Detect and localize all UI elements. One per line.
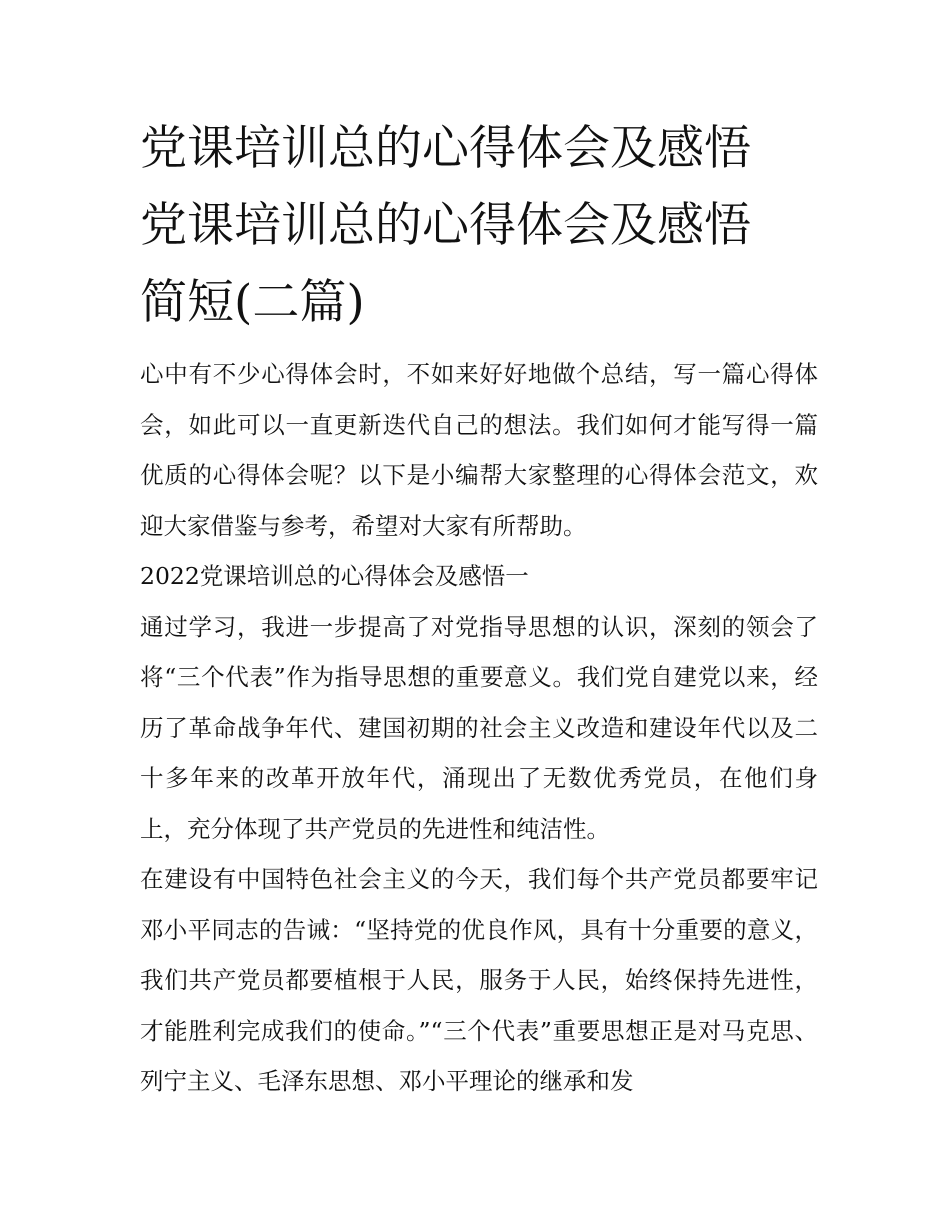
- document-body: [140, 349, 818, 1107]
- title-line-1: 党课培训总的心得体会及感悟: [140, 121, 751, 176]
- title-line-2: 党课培训总的心得体会及感悟: [140, 198, 751, 253]
- section-heading: 2022党课培训总的心得体会及感悟一: [140, 562, 529, 590]
- body-paragraph-2: 在建设有中国特色社会主义的今天，我们每个共产党员都要牢记邓小平同志的告诫：“坚持党的优良作风，具有十分重要的意义，我们共产党员都要植根于人民，服务于人民，始终保持先进性，才能胜利完成我们的使命。”“三个代表”重要思想正是对马克思、列宁主义、毛泽东思想、邓小平理论的继承和发: [140, 865, 818, 1095]
- title-line-3: 简短(二篇): [140, 275, 365, 330]
- intro-paragraph: 心中有不少心得体会时，不如来好好地做个总结，写一篇心得体会，如此可以一直更新迭代自己的想法。我们如何才能写得一篇优质的心得体会呢？以下是小编帮大家整理的心得体会范文，欢迎大家借鉴与参考，希望对大家有所帮助。: [140, 360, 818, 540]
- document-page: [140, 110, 818, 1107]
- document-title: [140, 110, 818, 341]
- body-paragraph-1: 通过学习，我进一步提高了对党指导思想的认识，深刻的领会了将“三个代表”作为指导思想的重要意义。我们党自建党以来，经历了革命战争年代、建国初期的社会主义改造和建设年代以及二十多年来的改革开放年代，涌现出了无数优秀党员，在他们身上，充分体现了共产党员的先进性和纯洁性。: [140, 612, 818, 843]
